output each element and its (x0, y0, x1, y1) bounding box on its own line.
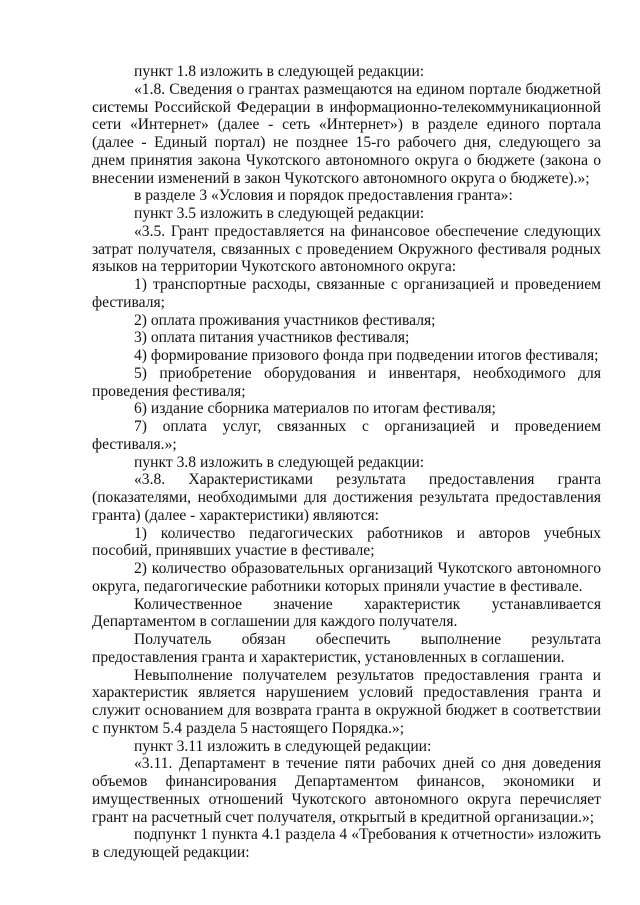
paragraph-clause-3-5-text: «3.5. Грант предоставляется на финансовое обеспечение следующих затрат получателя, связанных с проведением Окружного фестиваля родных языков на территории Чукотского автономного округа: (92, 222, 601, 276)
paragraph-subclause-4-1-intro: подпункт 1 пункта 4.1 раздела 4 «Требования к отчетности» изложить в следующей редакции: (92, 826, 601, 861)
paragraph-recipient-obligation: Получатель обязан обеспечить выполнение результата предоставления гранта и характеристик, установленных в соглашении. (92, 631, 601, 666)
list-item-3-5-5: 5) приобретение оборудования и инвентаря, необходимого для проведения фестиваля; (92, 364, 601, 400)
paragraph-clause-3-11-text: «3.11. Департамент в течение пяти рабочих дней со дня доведения объемов финансирования Департаментом финансов, экономики и имущественных отношений Чукотского автономного округа перечисляет грант на расчетный счет получателя, открытый в кредитной организации.»; (92, 755, 601, 826)
list-item-3-5-4: 4) формирование призового фонда при подведении итогов фестиваля; (134, 347, 599, 364)
list-item-3-5-7: 7) оплата услуг, связанных с организацией и проведением фестиваля.»; (92, 418, 601, 453)
paragraph-clause-3-5-intro: пункт 3.5 изложить в следующей редакции: (134, 205, 425, 222)
paragraph-characteristics-value: Количественное значение характеристик устанавливается Департаментом в соглашении для каждого получателя. (92, 595, 601, 631)
paragraph-non-fulfillment: Невыполнение получателем результатов предоставления гранта и характеристик является нарушением условий предоставления гранта и служит основанием для возврата гранта в окружной бюджет в соответствии с пунктом 5.4 раздела 5 настоящего Порядка.»; (92, 666, 601, 737)
list-item-3-8-1: 1) количество педагогических работников и авторов учебных пособий, принявших участие в фестивале; (92, 524, 601, 560)
paragraph-section-3-intro: в разделе 3 «Условия и порядок предоставления гранта»: (134, 187, 513, 205)
paragraph-clause-1-8-text: «1.8. Сведения о грантах размещаются на едином портале бюджетной системы Российской Федерации в информационно-телекоммуникационной сети «Интернет» (далее - сеть «Интернет») в разделе единого портала (далее - Единый портал) не позднее 15-го рабочего дня, следующего за днем принятия закона Чукотского автономного округа о бюджете (закона о внесении изменений в закон Чукотского автономного округа о бюджете).»; (92, 80, 601, 187)
list-item-3-5-1: 1) транспортные расходы, связанные с организацией и проведением фестиваля; (92, 276, 601, 311)
paragraph-clause-3-8-intro: пункт 3.8 изложить в следующей редакции: (134, 453, 425, 471)
list-item-3-8-2: 2) количество образовательных организаций Чукотского автономного округа, педагогические работники которых приняли участие в фестивале. (92, 560, 601, 595)
list-item-3-5-3: 3) оплата питания участников фестиваля; (134, 329, 410, 347)
paragraph-clause-1-8-intro: пункт 1.8 изложить в следующей редакции: (134, 63, 425, 80)
list-item-3-5-2: 2) оплата проживания участников фестиваля; (134, 311, 436, 329)
document-body (92, 63, 601, 862)
paragraph-clause-3-11-intro: пункт 3.11 изложить в следующей редакции: (134, 737, 432, 755)
paragraph-clause-3-8-text: «3.8. Характеристиками результата предоставления гранта (показателями, необходимыми для достижения результата предоставления гранта) (далее - характеристики) являются: (92, 471, 601, 524)
list-item-3-5-6: 6) издание сборника материалов по итогам фестиваля; (134, 400, 496, 418)
